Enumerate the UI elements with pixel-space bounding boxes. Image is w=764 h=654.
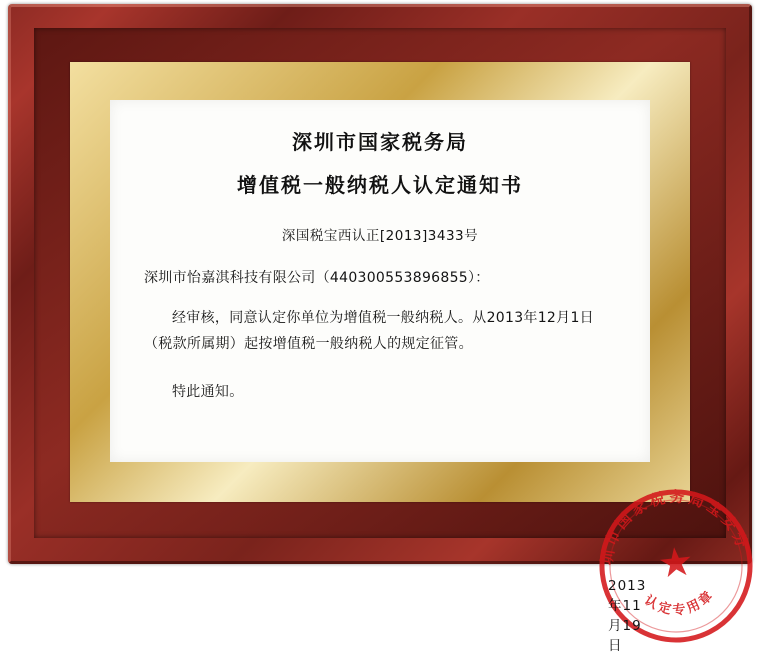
- certificate-paper: [110, 100, 753, 654]
- page-title: 深圳市国家税务局: [292, 130, 468, 154]
- svg-text:★: ★: [655, 538, 696, 588]
- picture-frame: [8, 4, 753, 654]
- svg-text:深圳市国家税务局宝安分局: 深圳市国家税务局宝安分局: [597, 487, 753, 566]
- frame-gold-liner: [70, 62, 753, 654]
- document-number: 深国税宝西认正[2013]3433号: [281, 228, 479, 244]
- svg-text:认定专用章: 认定专用章: [641, 586, 719, 619]
- frame-inner-border: [34, 28, 753, 654]
- body-paragraph: 经审核，同意认定你单位为增值税一般纳税人。从2013年12月1日（税款所属期）起按增值税一般纳税人的规定征管。: [144, 309, 594, 352]
- certificate-document: [110, 126, 753, 654]
- addressee-line: 深圳市怡嘉淇科技有限公司（440300553896855）：: [144, 270, 490, 286]
- issue-date: 2013年11月19日: [608, 578, 647, 654]
- document-body: [144, 266, 616, 406]
- closing-line: 特此通知。: [172, 383, 244, 400]
- page-subtitle: 增值税一般纳税人认定通知书: [237, 173, 523, 197]
